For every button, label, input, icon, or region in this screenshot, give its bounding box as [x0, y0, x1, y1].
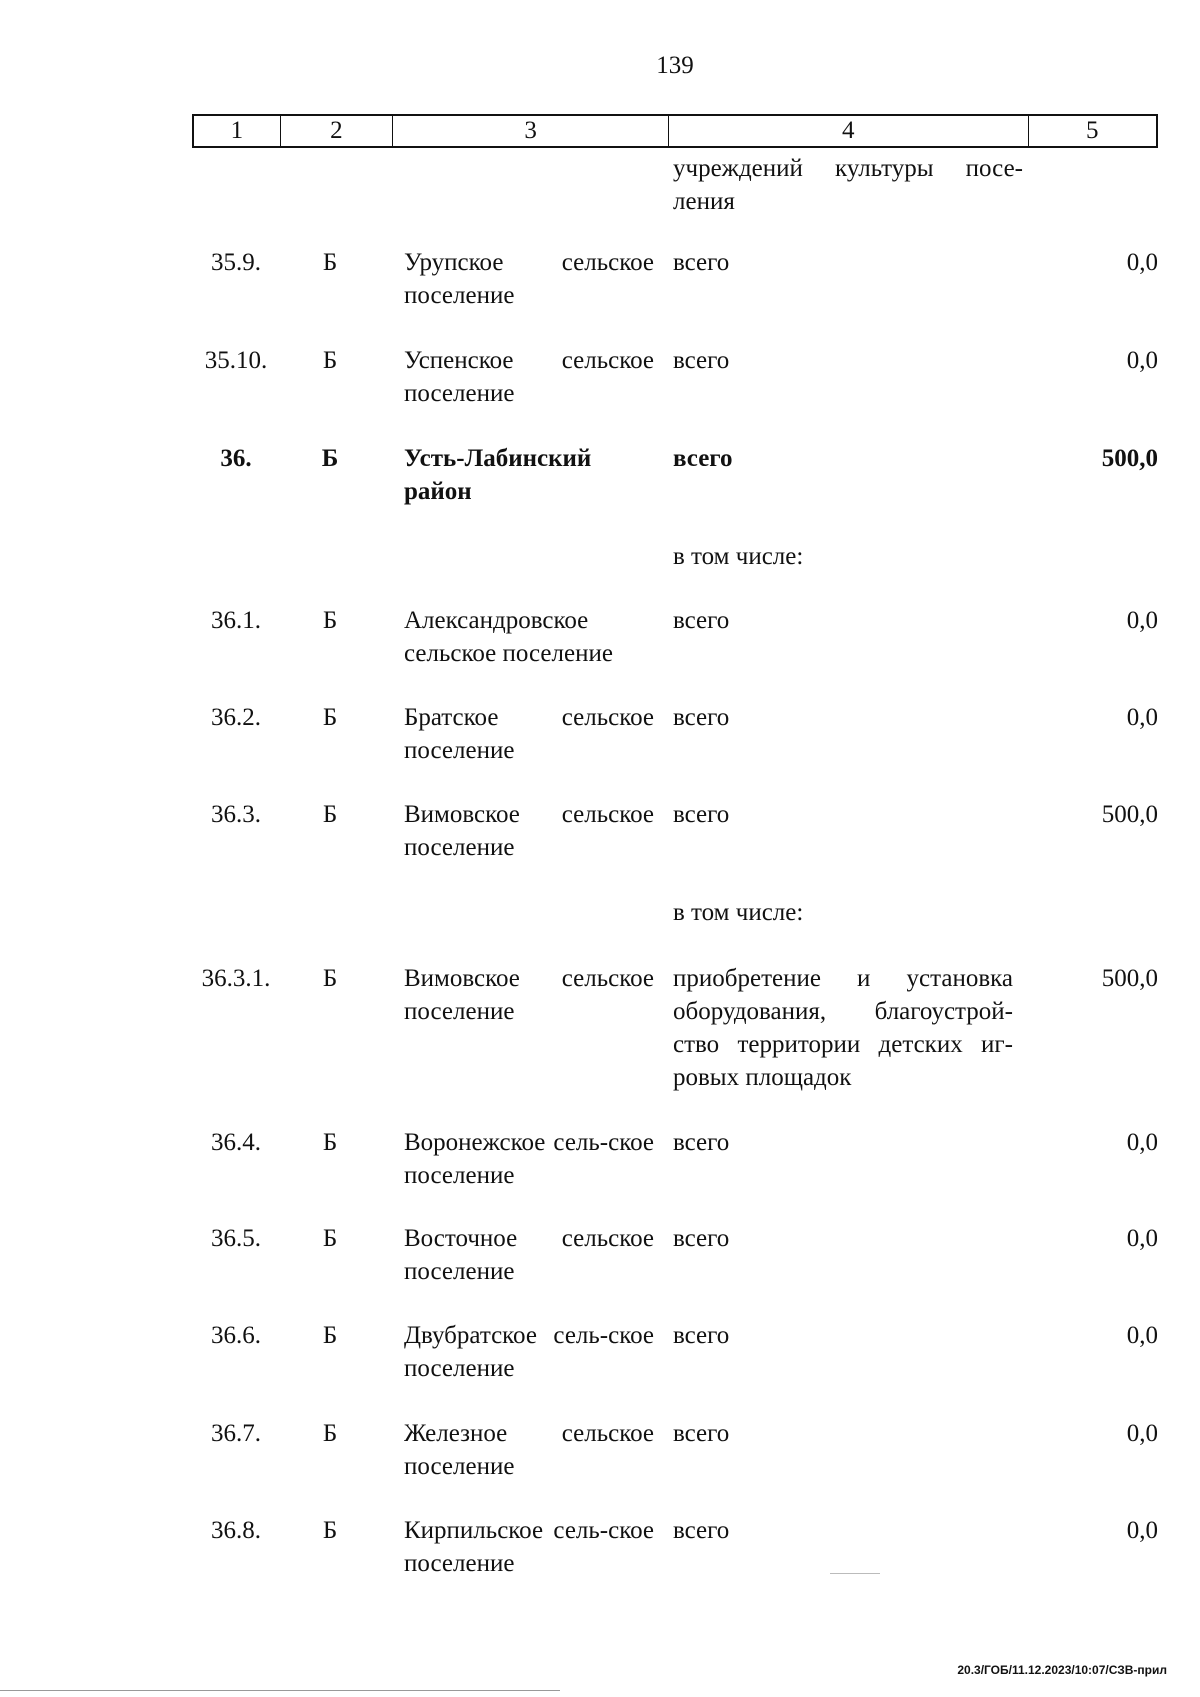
row-value: 0,0 — [1126, 1322, 1158, 1349]
row-category: Б — [321, 445, 339, 472]
row-value: 0,0 — [1126, 1225, 1158, 1252]
header-cell-5: 5 — [1086, 117, 1099, 144]
row-name: Братское сельское поселение — [404, 704, 654, 764]
row-number: 36.4. — [211, 1129, 261, 1156]
row-name: Воронежское сель-ское поселение — [404, 1129, 654, 1189]
row-description: всего — [673, 249, 730, 276]
row-description: в том числе: — [673, 899, 804, 926]
row-category: Б — [322, 1420, 338, 1447]
row-value: 0,0 — [1126, 704, 1158, 731]
row-category: Б — [322, 1517, 338, 1544]
row-category: Б — [322, 801, 338, 828]
row-category: Б — [322, 704, 338, 731]
row-description: всего — [673, 607, 730, 634]
row-name: Вимовское сельское поселение — [404, 801, 654, 861]
row-category: Б — [322, 607, 338, 634]
row-name: Вимовское сельское поселение — [404, 965, 654, 1025]
row-description: всего — [673, 1225, 730, 1252]
row-name: Усть-Лабинский район — [404, 445, 592, 505]
continuation-text: учреждений культуры посе-ления — [673, 155, 1023, 215]
row-value: 500,0 — [1101, 801, 1158, 828]
document-footer-code: 20.3/ГОБ/11.12.2023/10:07/СЗВ-прил — [957, 1663, 1167, 1677]
row-description: всего — [673, 801, 730, 828]
row-name: Кирпильское сель-ское поселение — [404, 1517, 654, 1577]
row-name: Урупское сельское поселение — [404, 249, 654, 309]
row-description: всего — [673, 445, 733, 472]
row-value: 500,0 — [1101, 965, 1158, 992]
row-number: 36.3.1. — [201, 965, 271, 992]
row-value: 500,0 — [1101, 445, 1158, 472]
row-category: Б — [322, 965, 338, 992]
row-category: Б — [322, 1322, 338, 1349]
table-header-row — [192, 114, 1158, 148]
row-number: 36.8. — [211, 1517, 261, 1544]
row-number: 36.2. — [211, 704, 261, 731]
row-value: 0,0 — [1126, 1129, 1158, 1156]
row-number: 36.3. — [211, 801, 261, 828]
scan-edge-line — [0, 1690, 560, 1691]
row-value: 0,0 — [1126, 347, 1158, 374]
row-number: 36.5. — [211, 1225, 261, 1252]
row-description: всего — [673, 1420, 730, 1447]
row-value: 0,0 — [1126, 1517, 1158, 1544]
row-name: Железное сельское поселение — [404, 1420, 654, 1480]
row-category: Б — [322, 347, 338, 374]
row-description: в том числе: — [673, 543, 804, 570]
row-number: 36.6. — [211, 1322, 261, 1349]
header-cell-2: 2 — [281, 116, 394, 146]
row-name: Александровское сельское поселение — [404, 607, 613, 667]
row-description: всего — [673, 704, 730, 731]
row-name: Успенское сельское поселение — [404, 347, 654, 407]
row-number: 36.1. — [211, 607, 261, 634]
row-number: 36.7. — [211, 1420, 261, 1447]
row-number: 35.10. — [204, 347, 268, 374]
row-category: Б — [322, 1129, 338, 1156]
row-description: всего — [673, 1322, 730, 1349]
row-value: 0,0 — [1126, 249, 1158, 276]
row-value: 0,0 — [1126, 1420, 1158, 1447]
header-cell-4: 4 — [669, 116, 1029, 146]
scan-artifact — [830, 1573, 880, 1574]
row-description: всего — [673, 1129, 730, 1156]
row-number: 35.9. — [211, 249, 261, 276]
row-description: всего — [673, 1517, 730, 1544]
header-cell-1: 1 — [194, 116, 281, 146]
row-description: приобретение и установка оборудования, благоустрой-ство территории детских иг-ровых площадок — [673, 965, 1013, 1091]
row-name: Двубратское сель-ское поселение — [404, 1322, 654, 1382]
row-number: 36. — [220, 445, 252, 472]
header-cell-3: 3 — [393, 116, 669, 146]
row-name: Восточное сельское поселение — [404, 1225, 654, 1285]
row-value: 0,0 — [1126, 607, 1158, 634]
row-description: всего — [673, 347, 730, 374]
page-number: 139 — [656, 52, 694, 79]
row-category: Б — [322, 1225, 338, 1252]
row-category: Б — [322, 249, 338, 276]
